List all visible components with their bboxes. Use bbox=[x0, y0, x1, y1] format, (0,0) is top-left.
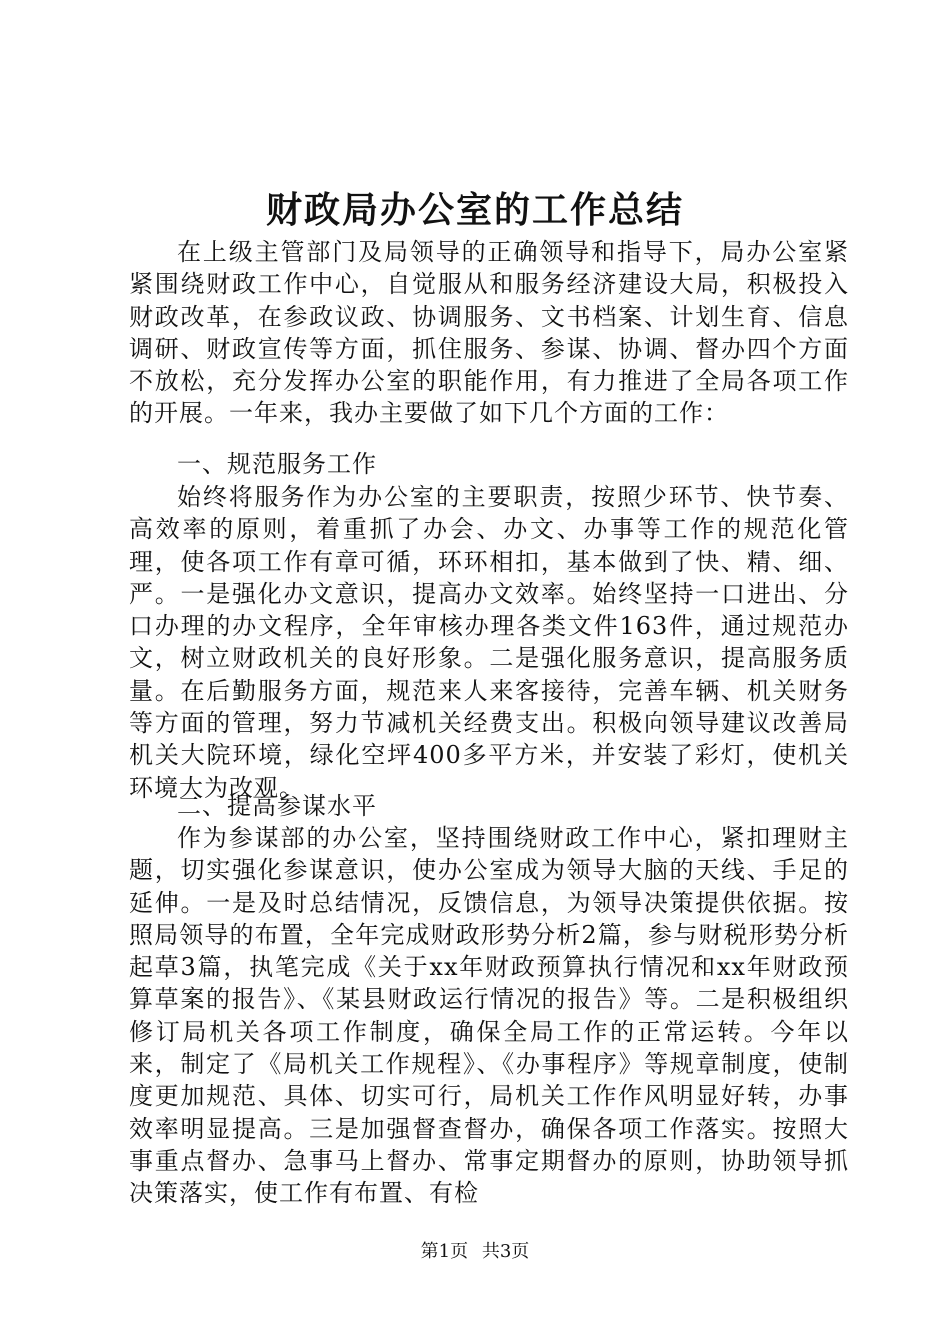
section-1-paragraph bbox=[129, 481, 849, 804]
section-1-heading-block bbox=[129, 448, 849, 480]
section-2-paragraph bbox=[129, 822, 849, 1210]
intro-paragraph bbox=[129, 236, 849, 430]
document-title: 财政局办公室的工作总结 bbox=[265, 189, 684, 231]
section-2-heading: 二、提高参谋水平 bbox=[177, 792, 377, 820]
section-1-heading: 一、规范服务工作 bbox=[177, 450, 377, 478]
page-footer bbox=[0, 1240, 950, 1264]
section-1-text: 始终将服务作为办公室的主要职责，按照少环节、快节奏、高效率的原则，着重抓了办会、办文、办事等工作的规范化管理，使各项工作有章可循，环环相扣，基本做到了快、精、细、严。一是强化办文意识，提高办文效率。始终坚持一口进出、分口办理的办文程序，全年审核办理各类文件163件，通过规范办文，树立财政机关的良好形象。二是强化服务意识，提高服务质量。在后勤服务方面，规范来人来客接待，完善车辆、机关财务等方面的管理，努力节减机关经费支出。积极向领导建议改善局机关大院环境，绿化空坪400多平方米，并安装了彩灯，使机关环境大为改观。 bbox=[129, 483, 849, 802]
intro-text: 在上级主管部门及局领导的正确领导和指导下，局办公室紧紧围绕财政工作中心，自觉服从和服务经济建设大局，积极投入财政改革，在参政议政、协调服务、文书档案、计划生育、信息调研、财政宣传等方面，抓住服务、参谋、协调、督办四个方面不放松，充分发挥办公室的职能作用，有力推进了全局各项工作的开展。一年来，我办主要做了如下几个方面的工作： bbox=[129, 238, 849, 428]
section-2-text: 作为参谋部的办公室，坚持围绕财政工作中心，紧扣理财主题，切实强化参谋意识，使办公室成为领导大脑的天线、手足的延伸。一是及时总结情况，反馈信息，为领导决策提供依据。按照局领导的布置，全年完成财政形势分析2篇，参与财税形势分析起草3篇，执笔完成《关于xx年财政预算执行情况和xx年财政预算草案的报告》、《某县财政运行情况的报告》等。二是积极组织修订局机关各项工作制度，确保全局工作的正常运转。今年以来，制定了《局机关工作规程》、《办事程序》等规章制度，使制度更加规范、具体、切实可行，局机关工作作风明显好转，办事效率明显提高。三是加强督查督办，确保各项工作落实。按照大事重点督办、急事马上督办、常事定期督办的原则，协助领导抓决策落实，使工作有布置、有检 bbox=[129, 824, 849, 1208]
section-2-heading-block bbox=[129, 790, 849, 822]
page-number: 第1页 bbox=[420, 1241, 469, 1262]
page-total: 共3页 bbox=[481, 1241, 530, 1262]
